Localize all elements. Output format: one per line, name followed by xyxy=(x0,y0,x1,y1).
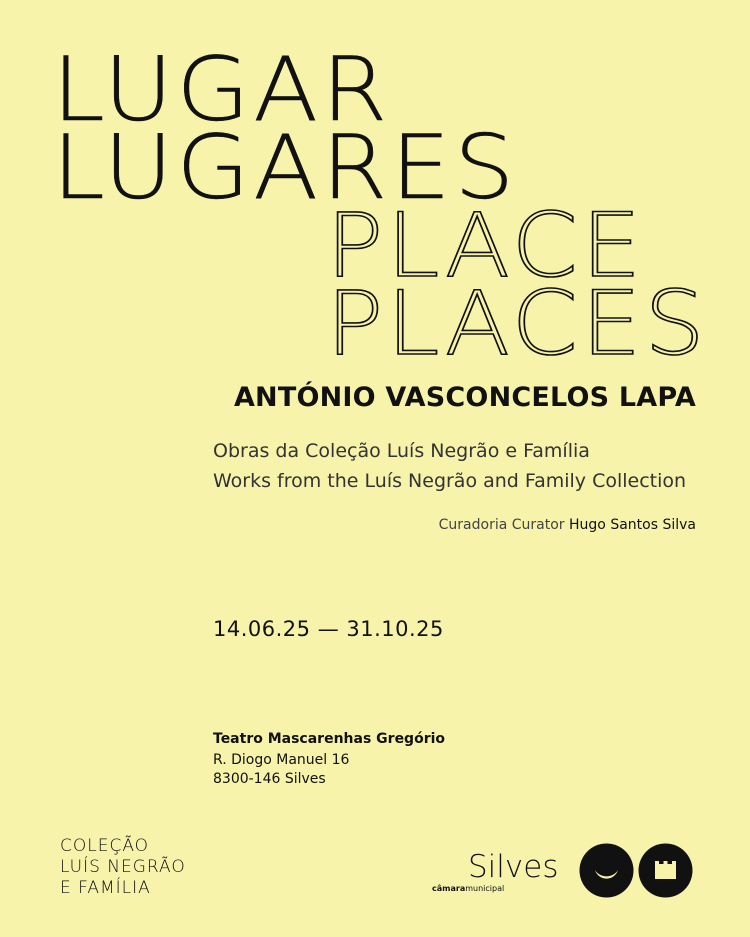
venue-block xyxy=(213,731,445,789)
artist-name: ANTÓNIO VASCONCELOS LAPA xyxy=(233,382,696,413)
collection-logo-line3: E FAMÍLIA xyxy=(60,878,151,898)
municipality-subtitle-light: municipal xyxy=(465,884,505,893)
venue-address: R. Diogo Manuel 16 xyxy=(213,752,350,768)
title-line-lugares: LUGARES xyxy=(52,116,518,219)
curator-name: Hugo Santos Silva xyxy=(569,517,696,533)
castle-icon xyxy=(638,843,693,898)
municipality-name: Silves xyxy=(468,849,559,885)
venue-city: 8300-146 Silves xyxy=(213,771,326,787)
title-line-lugar: LUGAR xyxy=(52,38,391,141)
curator-credit xyxy=(439,517,696,533)
curator-label: Curadoria Curator xyxy=(438,517,565,533)
municipality-logo xyxy=(432,849,559,893)
crescent-moon-icon xyxy=(579,843,634,898)
collection-logo-line1: COLEÇÃO xyxy=(60,836,150,856)
municipality-subtitle-bold: câmara xyxy=(432,884,466,893)
municipality-subtitle xyxy=(432,884,558,893)
exhibition-dates: 14.06.25 — 31.10.25 xyxy=(213,617,444,641)
subtitle-en: Works from the Luís Negrão and Family Collection xyxy=(213,470,687,492)
venue-name: Teatro Mascarenhas Gregório xyxy=(213,731,446,747)
collection-logo xyxy=(60,836,186,899)
title-line-place: PLACE xyxy=(326,194,645,297)
subtitle-pt: Obras da Coleção Luís Negrão e Família xyxy=(213,440,590,462)
title-line-places: PLACES xyxy=(326,272,708,375)
collection-logo-line2: LUÍS NEGRÃO xyxy=(60,857,186,877)
